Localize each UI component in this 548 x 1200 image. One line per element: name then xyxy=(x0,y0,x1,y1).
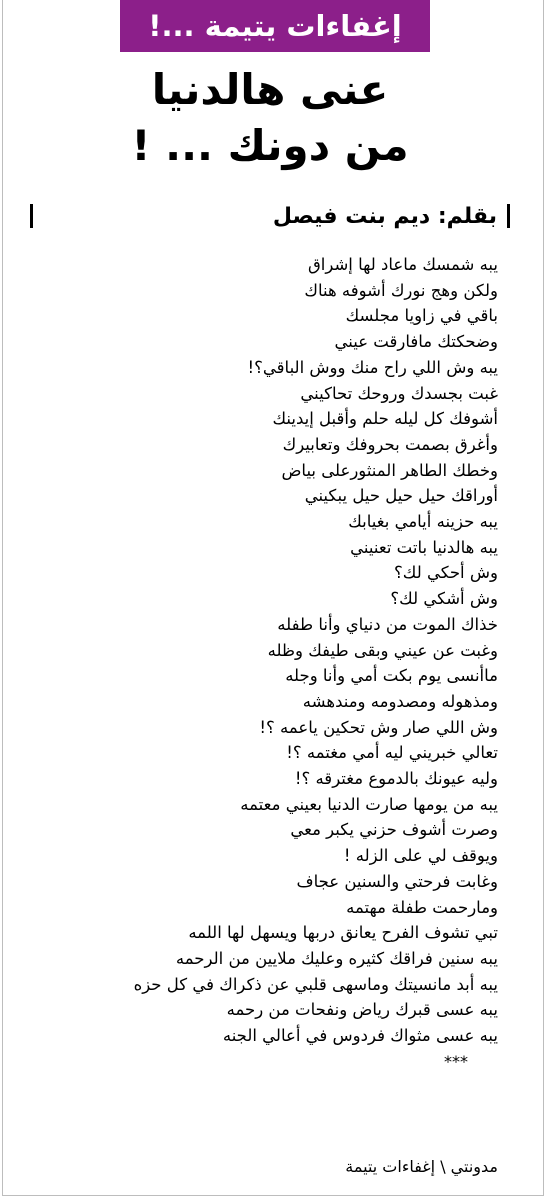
poem-line: ومارحمت طفلة مهتمه xyxy=(346,897,498,917)
poem-line: خذاك الموت من دنياي وأنا طفله xyxy=(277,614,498,634)
title-line-2: من دونك ... ! xyxy=(131,121,409,170)
poem-line: وليه عيونك بالدموع مغترقه ؟! xyxy=(294,769,498,789)
title-line-1: عنى هالدنيا xyxy=(151,65,389,114)
poem-line: وصرت أشوف حزني يكبر معي xyxy=(290,820,498,840)
author-name: بقلم: ديم بنت فيصل xyxy=(272,203,497,229)
poem-line: يبه هالدنيا باتت تعنيني xyxy=(350,537,498,557)
poem-line: تعالي خبريني ليه أمي مغتمه ؟! xyxy=(286,743,498,763)
poem-line: وغبت عن عيني وبقى طيفك وظله xyxy=(267,640,498,660)
poem-line: ولكن وهج نورك أشوفه هناك xyxy=(304,280,498,300)
poem-line: وغابت فرحتي والسنين عجاف xyxy=(296,871,498,891)
poem-line: وضحكتك مافارقت عيني xyxy=(334,332,498,352)
poem-line: وخطك الطاهر المنثورعلى بياض xyxy=(281,460,498,480)
author-byline xyxy=(30,196,510,236)
column-header-label: إغفاءات يتيمة ...! xyxy=(148,9,402,43)
poem-line: يبه وش اللي راح منك ووش الباقي؟! xyxy=(247,357,498,377)
poem-line: أوراقك حيل حيل حيل يبكيني xyxy=(304,486,498,506)
poem-line: ويوقف لي على الزله ! xyxy=(343,846,498,866)
poem-line: يبه من يومها صارت الدنيا بعيني معتمه xyxy=(240,794,498,814)
poem-line: باقي في زاويا مجلسك xyxy=(345,306,498,326)
divider-bar-left xyxy=(30,204,33,228)
poem-line: وش اللي صار وش تحكين ياعمه ؟! xyxy=(259,717,498,737)
divider-bar-right xyxy=(507,204,510,228)
blog-signature: مدونتي \ إغفاءات يتيمة xyxy=(345,1157,498,1176)
poem-line: ومذهوله ومصدومه ومندهشه xyxy=(302,691,498,711)
column-header-bar xyxy=(120,0,430,52)
poem-line: يبه سنين فراقك كثيره وعليك ملايين من الرحمه xyxy=(175,948,498,968)
poem-line: غبت بجسدك وروحك تحاكيني xyxy=(300,383,498,403)
poem-line: وش أشكي لك؟ xyxy=(390,589,498,609)
poem-line: يبه حزينه أيامي بغيابك xyxy=(348,512,498,532)
poem-line: وش أحكي لك؟ xyxy=(394,563,498,583)
poem-line: أشوفك كل ليله حلم وأقبل إيدينك xyxy=(272,409,498,429)
poem-line: يبه أبد مانسيتك وماسهى قلبي عن ذكراك في كل حزه xyxy=(133,974,498,994)
poem-line: يبه عسى قبرك رياض ونفحات من رحمه xyxy=(226,1000,498,1020)
article-title xyxy=(90,62,450,187)
poem-line: ماأنسى يوم بكت أمي وأنا وجله xyxy=(285,666,498,686)
poem-line: يبه عسى مثواك فردوس في أعالي الجنه xyxy=(222,1026,498,1046)
poem-line: يبه شمسك ماعاد لها إشراق xyxy=(307,255,498,274)
section-stars: *** xyxy=(444,1051,468,1071)
poem-body xyxy=(20,252,498,1075)
poem-line: وأغرق بصمت بحروفك وتعابيرك xyxy=(282,434,498,454)
poem-line: تبي تشوف الفرح يعانق دربها ويسهل لها اللمه xyxy=(188,923,498,943)
